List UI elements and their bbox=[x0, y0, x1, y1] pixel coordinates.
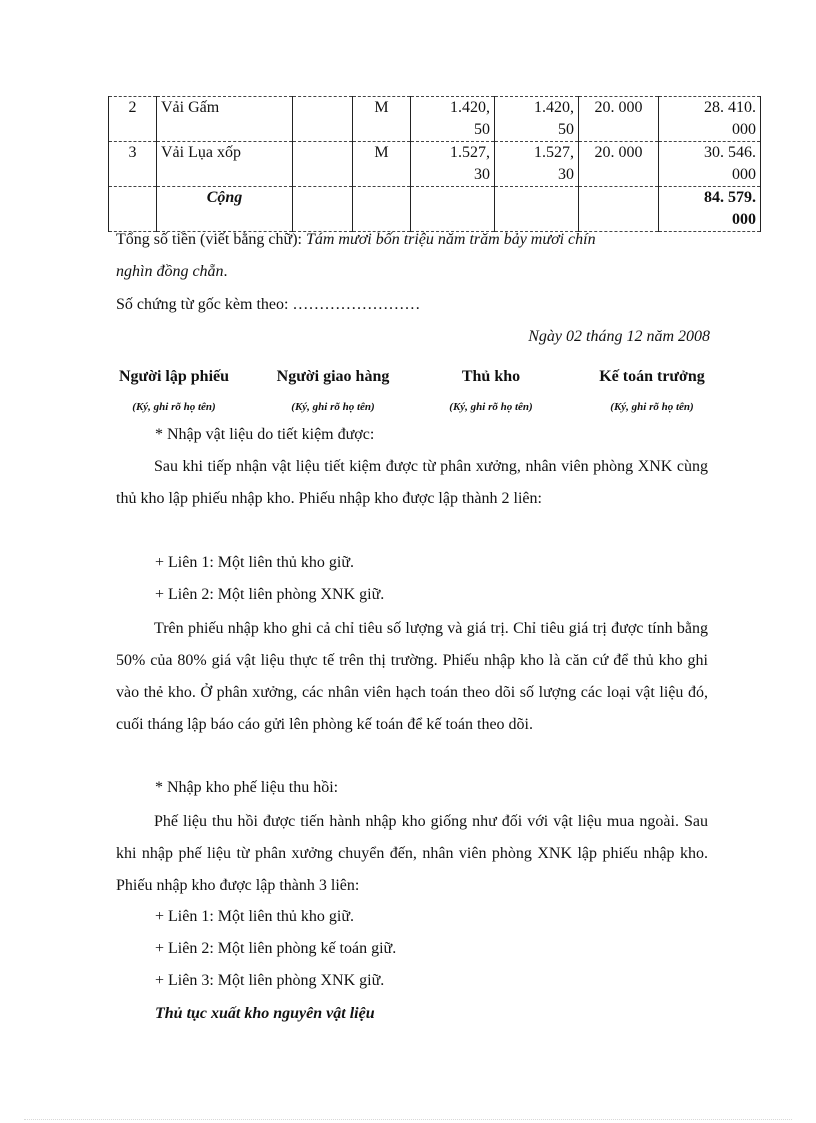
signature-hint: (Ký, ghi rõ họ tên) bbox=[449, 401, 533, 413]
total-amount-part2: 000 bbox=[732, 211, 756, 228]
cell-qty-real bbox=[495, 142, 579, 187]
cell-empty bbox=[579, 187, 659, 232]
scrap-copy-1: + Liên 1: Một liên thủ kho giữ. bbox=[155, 908, 355, 925]
document-date: Ngày 02 tháng 12 năm 2008 bbox=[528, 328, 710, 345]
cell-price: 20. 000 bbox=[579, 97, 659, 142]
scrap-paragraph bbox=[116, 806, 708, 902]
cell-stt: 3 bbox=[109, 142, 157, 187]
qty-real-part2: 30 bbox=[558, 166, 574, 183]
amount-in-words-label: Tổng số tiền (viết bằng chữ): bbox=[116, 231, 306, 248]
signature-block bbox=[104, 367, 244, 415]
total-row bbox=[109, 187, 761, 232]
amount-part2: 000 bbox=[732, 121, 756, 138]
cell-name: Vải Gấm bbox=[157, 97, 293, 142]
qty-doc-part1: 1.527, bbox=[450, 144, 490, 161]
total-amount bbox=[659, 187, 761, 232]
table-row bbox=[109, 97, 761, 142]
qty-doc-part1: 1.420, bbox=[450, 99, 490, 116]
amount-in-words-suffix: . bbox=[223, 263, 228, 280]
signature-role: Người lập phiếu bbox=[118, 368, 230, 385]
cell-code bbox=[293, 97, 353, 142]
savings-heading: * Nhập vật liệu do tiết kiệm được: bbox=[155, 426, 375, 443]
savings-paragraph-text: Sau khi tiếp nhận vật liệu tiết kiệm được từ phân xưởng, nhân viên phòng XNK cùng thủ kho lập phiếu nhập kho. Phiếu nhập kho được lập thành 2 liên: bbox=[116, 458, 708, 507]
cell-qty-doc bbox=[411, 142, 495, 187]
attached-documents: Số chứng từ gốc kèm theo: …………………… bbox=[116, 296, 421, 313]
total-amount-part1: 84. 579. bbox=[704, 189, 756, 206]
amount-part1: 30. 546. bbox=[704, 144, 756, 161]
cell-amount bbox=[659, 97, 761, 142]
scrap-copy-2: + Liên 2: Một liên phòng kế toán giữ. bbox=[155, 940, 397, 957]
signature-hint: (Ký, ghi rõ họ tên) bbox=[132, 401, 216, 413]
qty-doc-part2: 50 bbox=[474, 121, 490, 138]
signature-hint: (Ký, ghi rõ họ tên) bbox=[610, 401, 694, 413]
cell-unit: M bbox=[353, 97, 411, 142]
amount-in-words-value-2: nghìn đồng chẵn bbox=[116, 263, 224, 280]
value-paragraph bbox=[116, 613, 708, 741]
cell-unit: M bbox=[353, 142, 411, 187]
savings-copy-1: + Liên 1: Một liên thủ kho giữ. bbox=[155, 554, 355, 571]
signature-block bbox=[426, 367, 556, 415]
signature-block bbox=[582, 367, 722, 415]
cell-price: 20. 000 bbox=[579, 142, 659, 187]
amount-part1: 28. 410. bbox=[704, 99, 756, 116]
signature-role: Người giao hàng bbox=[276, 368, 390, 385]
total-label: Cộng bbox=[157, 187, 293, 232]
signature-role: Thủ kho bbox=[461, 368, 521, 385]
amount-in-words-value-1: Tám mươi bốn triệu năm trăm bảy mươi chín bbox=[305, 231, 596, 248]
signature-hint: (Ký, ghi rõ họ tên) bbox=[291, 401, 375, 413]
cell-empty bbox=[411, 187, 495, 232]
scrap-heading: * Nhập kho phế liệu thu hồi: bbox=[155, 779, 339, 796]
qty-real-part1: 1.527, bbox=[534, 144, 574, 161]
qty-doc-part2: 30 bbox=[474, 166, 490, 183]
cell-amount bbox=[659, 142, 761, 187]
cell-empty bbox=[495, 187, 579, 232]
page-bottom-divider bbox=[24, 1119, 792, 1120]
cell-empty bbox=[353, 187, 411, 232]
cell-empty bbox=[109, 187, 157, 232]
amount-part2: 000 bbox=[732, 166, 756, 183]
goods-table bbox=[108, 96, 761, 232]
cell-stt: 2 bbox=[109, 97, 157, 142]
scrap-paragraph-text: Phế liệu thu hồi được tiến hành nhập kho giống như đối với vật liệu mua ngoài. Sau khi nhập phế liệu từ phân xưởng chuyển đến, nhân viên phòng XNK lập phiếu nhập kho. Phiếu nhập kho được lập thành 3 liên: bbox=[116, 813, 708, 894]
cell-code bbox=[293, 142, 353, 187]
cell-qty-real bbox=[495, 97, 579, 142]
savings-paragraph bbox=[116, 451, 708, 515]
signature-block bbox=[262, 367, 404, 415]
cell-empty bbox=[293, 187, 353, 232]
scrap-copy-3: + Liên 3: Một liên phòng XNK giữ. bbox=[155, 972, 385, 989]
amount-in-words-line-1 bbox=[116, 230, 596, 250]
cell-qty-doc bbox=[411, 97, 495, 142]
signature-role: Kế toán trưởng bbox=[599, 368, 705, 385]
export-procedure-heading: Thủ tục xuất kho nguyên vật liệu bbox=[155, 1005, 375, 1022]
qty-real-part1: 1.420, bbox=[534, 99, 574, 116]
amount-in-words-line-2 bbox=[116, 262, 228, 282]
cell-name: Vải Lụa xốp bbox=[157, 142, 293, 187]
value-paragraph-text: Trên phiếu nhập kho ghi cả chỉ tiêu số lượng và giá trị. Chỉ tiêu giá trị được tính bằng 50% của 80% giá vật liệu thực tế trên thị trường. Phiếu nhập kho là căn cứ để thủ kho ghi vào thẻ kho. Ở phân xưởng, các nhân viên hạch toán theo dõi số lượng các loại vật liệu đó, cuối tháng lập báo cáo gửi lên phòng kế toán để kế toán theo dõi. bbox=[116, 620, 708, 733]
savings-copy-2: + Liên 2: Một liên phòng XNK giữ. bbox=[155, 586, 385, 603]
table-row bbox=[109, 142, 761, 187]
qty-real-part2: 50 bbox=[558, 121, 574, 138]
